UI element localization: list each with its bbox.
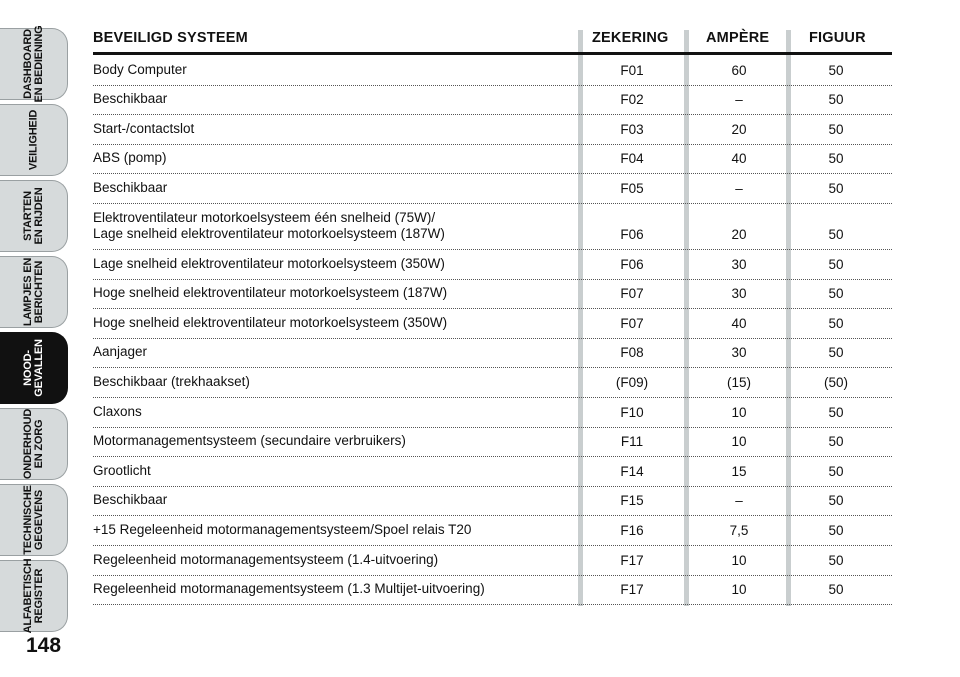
fuse-cell: F01 [620, 62, 644, 78]
figure-cell: 50 [828, 92, 844, 108]
section-tab[interactable] [0, 104, 68, 176]
table-row [93, 515, 892, 546]
system-cell: Hoge snelheid elektroventilateur motorkoelsysteem (187W) [93, 285, 448, 301]
system-cell: Lage snelheid elektroventilateur motorkoelsysteem (350W) [93, 255, 445, 271]
system-cell: Claxons [93, 403, 142, 419]
section-tab-label: STARTEN EN RIJDEN [21, 187, 45, 245]
page-number: 148 [26, 634, 62, 657]
system-cell: ABS (pomp) [93, 150, 167, 166]
figure-cell: 50 [828, 286, 844, 302]
fuse-cell: F05 [620, 180, 644, 196]
system-cell: Start-/contactslot [93, 120, 195, 136]
ampere-cell: 60 [731, 62, 747, 78]
figure-cell: 50 [828, 493, 844, 509]
section-tab-label: ALFABETISCH REGISTER [21, 558, 45, 634]
fuse-cell: F07 [620, 315, 644, 331]
table-row [93, 456, 892, 487]
table-row [93, 486, 892, 517]
table-row [93, 173, 892, 204]
fuse-cell: F17 [620, 582, 644, 598]
ampere-cell: – [735, 92, 743, 108]
section-tab-label: LAMPJES EN BERICHTEN [21, 257, 45, 327]
figure-cell: 50 [828, 151, 844, 167]
section-tab-label: VEILIGHEID [27, 109, 39, 171]
ampere-cell: 7,5 [729, 522, 749, 538]
header-fuse: ZEKERING [592, 30, 669, 46]
fuse-cell: F16 [620, 522, 644, 538]
table-row [93, 338, 892, 369]
figure-cell: 50 [828, 227, 844, 242]
table-row [93, 85, 892, 116]
fuse-cell: F03 [620, 121, 644, 137]
fuse-cell: F17 [620, 552, 644, 568]
figure-cell: 50 [828, 345, 844, 361]
ampere-cell: 10 [731, 552, 747, 568]
system-cell: Grootlicht [93, 462, 151, 478]
system-cell: Elektroventilateur motorkoelsysteem één snelheid (75W)/ Lage snelheid elektroventilateur motorkoelsysteem (187W) [93, 210, 445, 241]
ampere-cell: 20 [731, 121, 747, 137]
ampere-cell: (15) [726, 374, 751, 390]
fuse-cell: (F09) [615, 374, 649, 390]
header-ampere: AMPÈRE [706, 30, 770, 46]
system-cell: Beschikbaar [93, 91, 168, 107]
system-cell: Hoge snelheid elektroventilateur motorkoelsysteem (350W) [93, 314, 448, 330]
system-cell: Beschikbaar [93, 492, 168, 508]
ampere-cell: 10 [731, 434, 747, 450]
figure-cell: 50 [828, 434, 844, 450]
figure-cell: 50 [828, 256, 844, 272]
system-cell: Beschikbaar (trekhaakset) [93, 373, 250, 389]
section-tab[interactable] [0, 25, 68, 103]
fuse-cell: F11 [620, 434, 644, 450]
ampere-cell: 30 [731, 345, 747, 361]
fuse-cell: F07 [620, 286, 644, 302]
ampere-cell: 40 [731, 315, 747, 331]
table-row [93, 545, 892, 576]
figure-cell: 50 [828, 522, 844, 538]
figure-cell: 50 [828, 62, 844, 78]
figure-cell: (50) [823, 374, 848, 390]
system-cell: Motormanagementsysteem (secundaire verbruikers) [93, 433, 406, 449]
header-system: BEVEILIGD SYSTEEM [93, 30, 248, 46]
table-row [93, 249, 892, 280]
section-tab[interactable] [0, 560, 68, 632]
table-row [93, 427, 892, 458]
ampere-cell: 40 [731, 151, 747, 167]
section-tab-label: ONDERHOUD EN ZORG [21, 408, 45, 480]
ampere-cell: 20 [731, 227, 747, 242]
fuse-cell: F08 [620, 345, 644, 361]
ampere-cell: 30 [731, 286, 747, 302]
fuse-cell: F06 [620, 227, 644, 242]
ampere-cell: 10 [731, 582, 747, 598]
figure-cell: 50 [828, 180, 844, 196]
section-tab-label: NOOD- GEVALLEN [21, 339, 45, 397]
fuse-cell: F15 [620, 493, 644, 509]
figure-cell: 50 [828, 552, 844, 568]
table-row [93, 279, 892, 310]
table-row [93, 575, 892, 606]
section-tab[interactable] [0, 256, 68, 328]
system-cell: Regeleenheid motormanagementsysteem (1.3 Multijet-uitvoering) [93, 581, 485, 597]
table-header [93, 28, 892, 55]
system-cell: Body Computer [93, 61, 187, 77]
header-figure: FIGUUR [809, 30, 866, 46]
section-tab[interactable] [0, 332, 68, 404]
figure-cell: 50 [828, 404, 844, 420]
section-tab-label: DASHBOARD EN BEDIENING [21, 25, 45, 103]
table-row [93, 308, 892, 339]
fuse-cell: F10 [620, 404, 644, 420]
ampere-cell: 10 [731, 404, 747, 420]
section-tab-label: TECHNISCHE GEGEVENS [21, 485, 45, 555]
figure-cell: 50 [828, 121, 844, 137]
ampere-cell: 15 [731, 463, 747, 479]
table-row [93, 114, 892, 145]
table-row [93, 203, 892, 250]
table-row [93, 144, 892, 175]
table-row [93, 55, 892, 86]
system-cell: Beschikbaar [93, 179, 168, 195]
figure-cell: 50 [828, 315, 844, 331]
section-tab[interactable] [0, 408, 68, 480]
system-cell: +15 Regeleenheid motormanagementsysteem/Spoel relais T20 [93, 521, 472, 537]
fuse-cell: F06 [620, 256, 644, 272]
section-tab[interactable] [0, 484, 68, 556]
fuse-cell: F14 [620, 463, 644, 479]
figure-cell: 50 [828, 463, 844, 479]
table-row [93, 367, 892, 398]
system-cell: Regeleenheid motormanagementsysteem (1.4-uitvoering) [93, 551, 439, 567]
ampere-cell: – [735, 493, 743, 509]
table-row [93, 397, 892, 428]
figure-cell: 50 [828, 582, 844, 598]
fuse-cell: F04 [620, 151, 644, 167]
section-tab[interactable] [0, 180, 68, 252]
ampere-cell: – [735, 180, 743, 196]
ampere-cell: 30 [731, 256, 747, 272]
fuse-cell: F02 [620, 92, 644, 108]
system-cell: Aanjager [93, 344, 148, 360]
